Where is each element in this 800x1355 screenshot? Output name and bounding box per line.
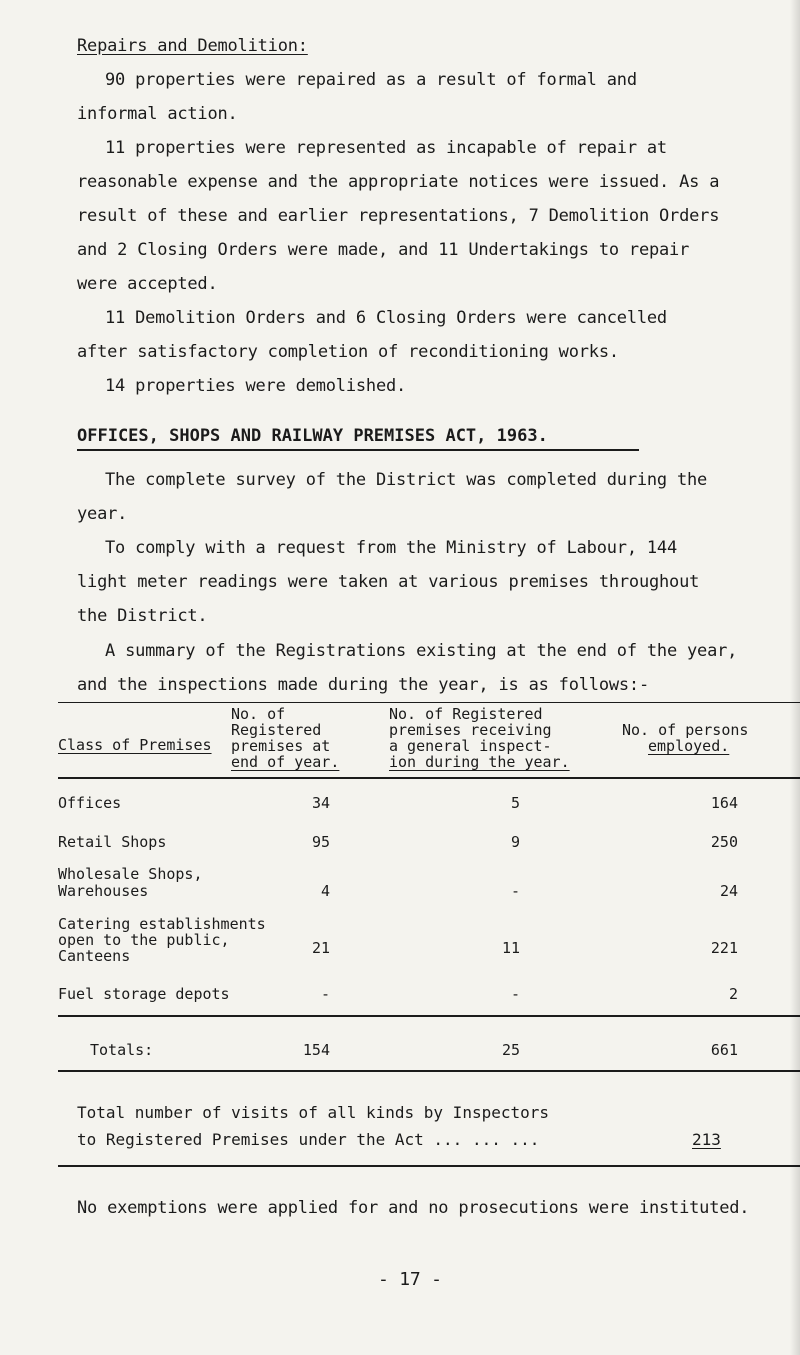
paragraph-line: To comply with a request from the Ministry of Labour, 144 (105, 538, 677, 558)
row-label: Catering establishments (58, 915, 266, 933)
cell-inspected: - (510, 985, 520, 1003)
cell-registered: 34 (311, 794, 330, 812)
paragraph-line: reasonable expense and the appropriate notices were issued. As a (77, 172, 720, 192)
row-label: Canteens (58, 947, 131, 965)
cell-registered: - (320, 985, 330, 1003)
paragraph-line: The complete survey of the District was completed during the (105, 470, 708, 490)
row-label: Wholesale Shops, (58, 865, 203, 883)
table-bottom-rule (58, 1070, 800, 1072)
header-inspected: No. of Registered (389, 705, 543, 723)
cell-persons: 221 (710, 939, 738, 957)
visits-line: Total number of visits of all kinds by Inspectors (77, 1103, 550, 1122)
header-inspected: ion during the year. (389, 753, 570, 771)
table-top-rule (58, 702, 800, 703)
visits-bottom-rule (58, 1165, 800, 1167)
page-number: - 17 - (378, 1269, 442, 1290)
totals-top-rule (58, 1015, 800, 1017)
paragraph-line: 11 Demolition Orders and 6 Closing Orders were cancelled (105, 308, 667, 328)
paragraph-line: and 2 Closing Orders were made, and 11 Undertakings to repair (77, 240, 690, 260)
paragraph-line: the District. (77, 606, 208, 626)
paragraph-line: result of these and earlier representations, 7 Demolition Orders (77, 206, 720, 226)
cell-inspected: - (510, 882, 520, 900)
cell-registered: 4 (320, 882, 330, 900)
paragraph-line: after satisfactory completion of reconditioning works. (77, 342, 619, 362)
totals-label: Totals: (90, 1041, 154, 1059)
header-persons: employed. (648, 737, 730, 755)
visits-line: to Registered Premises under the Act ... ... ... (77, 1130, 540, 1149)
paragraph-line: and the inspections made during the year, is as follows:- (77, 675, 649, 695)
cell-inspected: 9 (510, 833, 520, 851)
header-registered: Registered (231, 721, 322, 739)
paragraph-line: light meter readings were taken at various premises throughout (77, 572, 700, 592)
header-registered: end of year. (231, 753, 340, 771)
cell-registered: 95 (311, 833, 330, 851)
cell-persons: 2 (728, 985, 738, 1003)
heading-underline (77, 449, 639, 451)
total-registered: 154 (302, 1041, 330, 1059)
header-persons: No. of persons (622, 721, 749, 739)
header-bottom-rule (58, 777, 800, 779)
footer-note: No exemptions were applied for and no prosecutions were instituted. (77, 1198, 750, 1218)
row-label: Fuel storage depots (58, 985, 230, 1003)
paragraph-line: were accepted. (77, 274, 218, 294)
header-registered: No. of (231, 705, 286, 723)
visits-total: 213 (692, 1130, 721, 1149)
row-label: Warehouses (58, 882, 149, 900)
scan-edge-shadow (790, 0, 800, 1355)
paragraph-line: 14 properties were demolished. (105, 376, 407, 396)
act-heading: OFFICES, SHOPS AND RAILWAY PREMISES ACT, 1963. (77, 426, 548, 446)
paragraph-line: 11 properties were represented as incapable of repair at (105, 138, 667, 158)
row-label: open to the public, (58, 931, 230, 949)
header-class-of-premises: Class of Premises (58, 736, 212, 754)
cell-inspected: 11 (501, 939, 520, 957)
row-label: Retail Shops (58, 833, 167, 851)
paragraph-line: 90 properties were repaired as a result of formal and (105, 70, 637, 90)
header-inspected: a general inspect- (389, 737, 552, 755)
cell-inspected: 5 (510, 794, 520, 812)
total-persons: 661 (710, 1041, 738, 1059)
cell-persons: 164 (710, 794, 738, 812)
cell-persons: 24 (719, 882, 738, 900)
paragraph-line: A summary of the Registrations existing at the end of the year, (105, 641, 738, 661)
paragraph-line: informal action. (77, 104, 238, 124)
header-inspected: premises receiving (389, 721, 552, 739)
repairs-heading: Repairs and Demolition: (77, 36, 308, 56)
cell-registered: 21 (311, 939, 330, 957)
total-inspected: 25 (501, 1041, 520, 1059)
row-label: Offices (58, 794, 122, 812)
cell-persons: 250 (710, 833, 738, 851)
header-registered: premises at (231, 737, 331, 755)
paragraph-line: year. (77, 504, 128, 524)
